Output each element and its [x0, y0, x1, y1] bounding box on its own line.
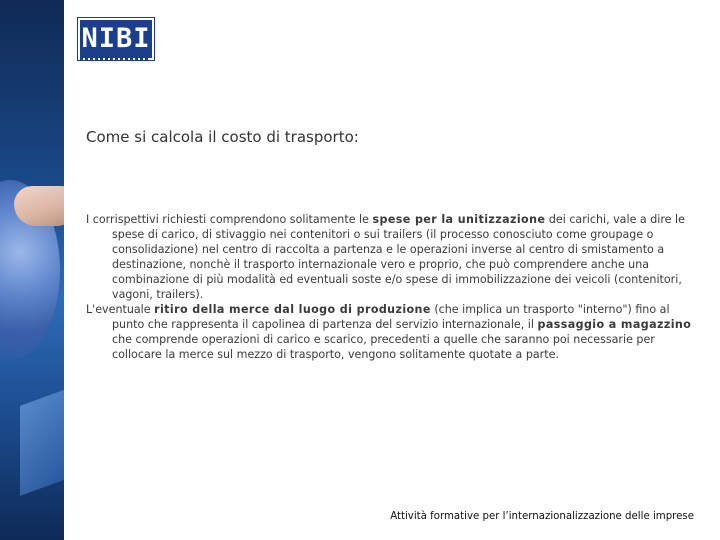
hand-graphic — [14, 186, 64, 226]
logo-tagline — [80, 58, 150, 61]
nibi-logo: NIBI — [78, 18, 154, 60]
paragraph-ritiro: L'eventuale ritiro della merce dal luogo di produzione (che implica un trasporto "interno") fino al punto che rappresenta il capolinea di partenza del servizio internazionale, il passaggio a magazzino che comprende operazioni di carico e scarico, precedenti a quelle che saranno poi necessarie per collocare la merce sul mezzo di trasporto, vengono solitamente quotate a parte. — [86, 303, 692, 361]
slide-body — [86, 212, 692, 362]
bold-term: spese per la unitizzazione — [372, 213, 546, 226]
slide-footer: Attività formative per l’internazionalizzazione delle imprese — [390, 511, 694, 522]
bold-term: passaggio a magazzino — [537, 318, 692, 331]
slide-title: Come si calcola il costo di trasporto: — [86, 128, 359, 146]
bold-term: ritiro della merce dal luogo di produzione — [154, 303, 431, 316]
paragraph-unitizzazione: I corrispettivi richiesti comprendono solitamente le spese per la unitizzazione dei carichi, vale a dire le spese di carico, di stivaggio nei contenitori o sui trailers (il processo conosciuto come groupage o consolidazione) nel centro di raccolta a partenza e le operazioni inverse al centro di smistamento a destinazione, nonchè il trasporto internazionale vero e proprio, che può comprendere anche una combinazione di più modalità ed eventuali soste e/o spese di immobilizzazione dei veicoli (contenitori, vagoni, trailers). — [86, 213, 685, 301]
blue-sheet-graphic — [20, 384, 64, 496]
decorative-side-image — [0, 0, 64, 540]
